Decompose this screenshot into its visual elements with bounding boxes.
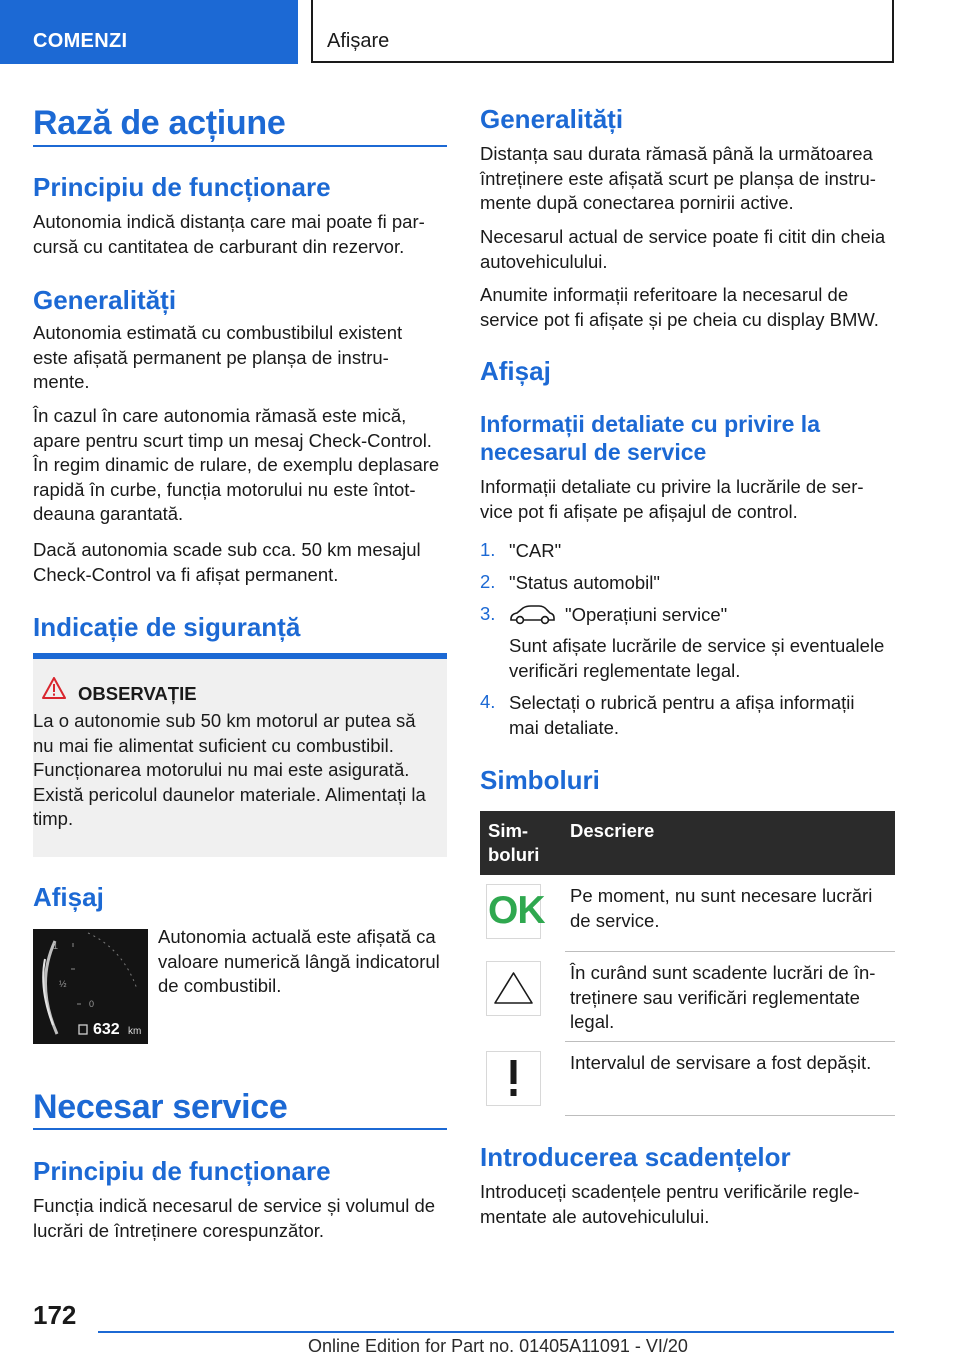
gauge-tick-half: ½ [59, 979, 67, 989]
page-title-range: Rază de acțiune [33, 104, 286, 142]
warning-triangle-icon [42, 677, 66, 699]
heading-detail: Informații detaliate cu privire la necesarul de service [480, 411, 820, 465]
table-divider [565, 1115, 895, 1116]
text-general-right-3: Anumite informații referitoare la necesarul de service pot fi afișate și pe cheia cu display BMW. [480, 284, 879, 330]
gauge-tick-full: 1 [53, 941, 59, 951]
table-divider [565, 1041, 895, 1042]
step-3-number: 3. [480, 603, 496, 624]
text-general-2: În cazul în care autonomia rămasă este mică, apare pentru scurt timp un mesaj Check-Control. În regim dinamic de rulare, de exemplu deplasare rapidă în curbe, funcția motorului nu este întot- deauna garantată. [33, 405, 440, 525]
ok-icon: OK [488, 889, 545, 932]
text-principle-2: Funcția indică necesarul de service și volumul de lucrări de întreținere corespunzător. [33, 1195, 436, 1241]
range-value: 632 [93, 1021, 120, 1038]
warning-box [33, 653, 447, 857]
section-title: COMENZI [33, 30, 128, 52]
triangle-symbol [486, 961, 541, 1016]
subsection-box [311, 0, 894, 63]
table-header [480, 811, 895, 875]
exclamation-symbol [486, 1051, 541, 1106]
step-4-text: Selectați o rubrică pentru a afișa informații mai detaliate. [509, 692, 855, 738]
warning-text: La o autonomie sub 50 km motorul ar putea să nu mai fie alimentat suficient cu combustibil. Funcționarea motorului nu mai este asigurată. Există pericolul daunelor materiale. Alimentați la timp. [33, 710, 426, 830]
page-title-service: Necesar service [33, 1088, 288, 1126]
title-rule-2 [33, 1128, 447, 1130]
gauge-tick-empty: 0 [89, 999, 95, 1009]
heading-principle: Principiu de funcționare [33, 172, 331, 202]
table-row-1-description: Pe moment, nu sunt necesare lucrări de service. [570, 885, 873, 931]
page-number: 172 [33, 1300, 77, 1330]
text-general-right-1: Distanța sau durata rămasă până la următoarea întreținere este afișată scurt pe planșa de instru- mente după conectarea pornirii active. [480, 143, 876, 214]
heading-general-right: Generalități [480, 104, 624, 134]
section-tab [0, 0, 298, 64]
step-1-number: 1. [480, 539, 496, 560]
text-general-1: Autonomia estimată cu combustibilul existent este afișată permanent pe planșa de instru- mente. [33, 322, 403, 393]
exclamation-icon [487, 1052, 540, 1105]
text-general-right-2: Necesarul actual de service poate fi citit din cheia autovehiculului. [480, 226, 886, 272]
step-2-text: "Status automobil" [509, 572, 660, 593]
step-3-text: "Operațiuni service" [565, 604, 728, 625]
step-3-detail: Sunt afișate lucrările de service și eventualele verificări reglementate legal. [509, 635, 885, 681]
warning-title: OBSERVAȚIE [78, 683, 197, 704]
heading-safety: Indicație de siguranță [33, 612, 301, 642]
text-display: Autonomia actuală este afișată ca valoare numerică lângă indicatorul de combustibil. [158, 926, 440, 997]
footer-rule [98, 1331, 894, 1333]
car-service-icon [509, 604, 555, 626]
table-header-symbols: Sim- boluri [488, 820, 540, 865]
text-general-3: Dacă autonomia scade sub cca. 50 km mesajul Check-Control va fi afișat permanent. [33, 539, 421, 585]
instrument-cluster-image [33, 929, 148, 1044]
table-row-2-description: În curând sunt scadente lucrări de în- treținere sau verificări reglementate legal. [570, 962, 876, 1033]
ok-symbol [486, 884, 545, 939]
text-detail: Informații detaliate cu privire la lucrările de ser- vice pot fi afișate pe afișajul de control. [480, 476, 864, 522]
triangle-icon [487, 962, 540, 1015]
heading-principle-2: Principiu de funcționare [33, 1156, 331, 1186]
heading-general: Generalități [33, 285, 177, 315]
text-principle: Autonomia indică distanța care mai poate fi par- cursă cu cantitatea de carburant din rezervor. [33, 211, 425, 257]
range-unit: km [128, 1026, 142, 1037]
warning-bar [33, 653, 447, 659]
table-divider [565, 951, 895, 952]
heading-display-right: Afișaj [480, 356, 551, 386]
heading-deadlines: Introducerea scadențelor [480, 1142, 791, 1172]
step-2-number: 2. [480, 571, 496, 592]
table-row-3-description: Intervalul de servisare a fost depășit. [570, 1052, 872, 1073]
title-rule [33, 145, 447, 147]
subsection-title: Afișare [327, 30, 390, 52]
table-header-description: Descriere [570, 820, 655, 841]
step-4-number: 4. [480, 691, 496, 712]
step-1-text: "CAR" [509, 540, 562, 561]
heading-display: Afișaj [33, 882, 104, 912]
text-deadlines: Introduceți scadențele pentru verificările regle- mentate ale autovehiculului. [480, 1181, 860, 1227]
heading-symbols: Simboluri [480, 765, 600, 795]
edition-text: Online Edition for Part no. 01405A11091 - VI/20 [308, 1336, 688, 1356]
